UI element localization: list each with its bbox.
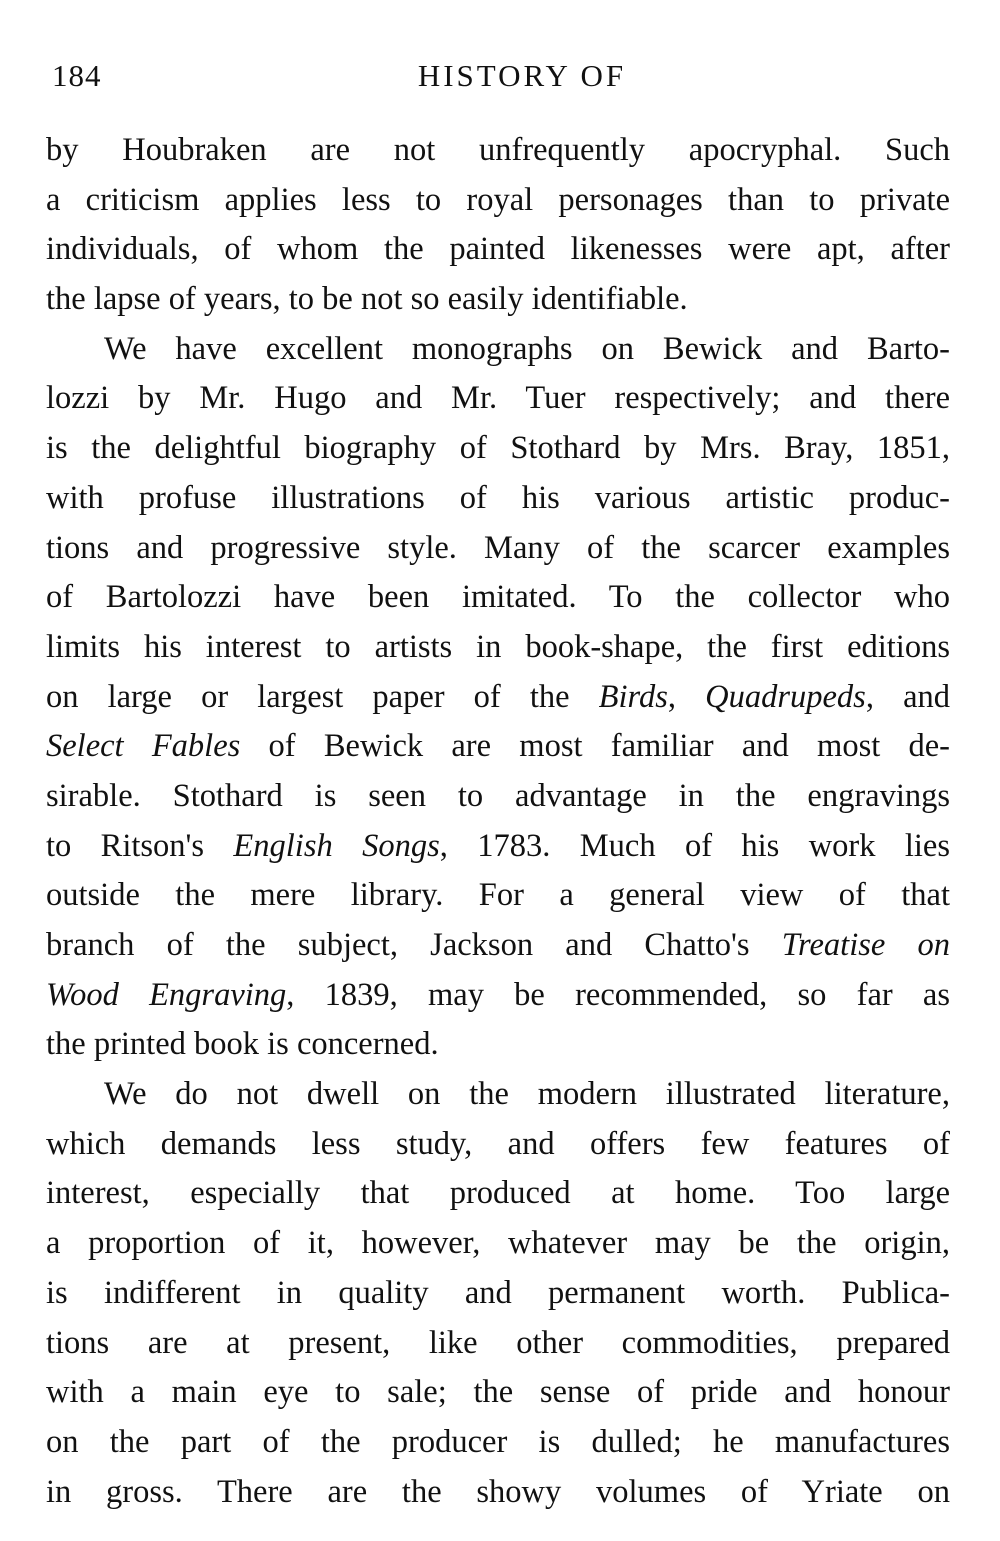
text-line: We do not dwell on the modern illustrated literature, <box>104 1076 950 1113</box>
book-title-quadrupeds: Quadrupeds <box>705 678 866 715</box>
text-line: a criticism applies less to royal personages than to private <box>46 181 950 218</box>
text-line: limits his interest to artists in book-shape, the first editions <box>46 628 950 665</box>
text-line: the printed book is concerned. <box>46 1026 439 1063</box>
text-line: on the part of the producer is dulled; he manufactures <box>46 1423 950 1460</box>
text-run: on large or largest paper of the <box>46 678 599 715</box>
text-run: , <box>667 678 706 715</box>
paragraph-3 <box>46 1070 950 1517</box>
text-line: is the delightful biography of Stothard by Mrs. Bray, 1851, <box>46 430 950 467</box>
text-line <box>46 971 950 1021</box>
text-line <box>46 921 950 971</box>
text-line: sirable. Stothard is seen to advantage in the engravings <box>46 777 950 814</box>
book-title-select-fables: Select Fables <box>46 728 241 765</box>
text-line: tions are at present, like other commodities, prepared <box>46 1324 950 1361</box>
text-line: outside the mere library. For a general view of that <box>46 877 950 914</box>
text-run: , 1783. Much of his work lies <box>439 827 951 864</box>
text-line: individuals, of whom the painted likenesses were apt, after <box>46 231 950 268</box>
page-header <box>52 58 952 108</box>
text-line: interest, especially that produced at home. Too large <box>46 1175 950 1212</box>
paragraph-2 <box>46 325 950 1070</box>
text-line <box>46 673 950 723</box>
text-run: to Ritson's <box>46 827 234 864</box>
text-line: a proportion of it, however, whatever may be the origin, <box>46 1225 950 1262</box>
book-title-english-songs: English Songs <box>233 827 440 864</box>
text-line: which demands less study, and offers few features of <box>46 1125 950 1162</box>
paragraph-1 <box>46 126 950 325</box>
book-title-wood-engraving: Wood Engraving <box>46 976 287 1013</box>
text-line: of Bartolozzi have been imitated. To the collector who <box>46 579 950 616</box>
text-line <box>46 722 950 772</box>
book-title-birds: Birds <box>598 678 668 715</box>
text-run: branch of the subject, Jackson and Chatto's <box>46 927 782 963</box>
running-head: HISTORY OF <box>417 58 627 93</box>
page-number: 184 <box>52 58 102 93</box>
text-line: the lapse of years, to be not so easily identifiable. <box>46 281 688 318</box>
text-line: is indifferent in quality and permanent worth. Publica- <box>46 1274 950 1311</box>
text-line: lozzi by Mr. Hugo and Mr. Tuer respectively; and there <box>46 380 950 417</box>
text-run: , and <box>865 678 950 715</box>
text-line: by Houbraken are not unfrequently apocryphal. Such <box>46 132 950 168</box>
text-line: We have excellent monographs on Bewick and Barto- <box>104 330 950 367</box>
text-line <box>46 822 950 872</box>
text-run: of Bewick are most familiar and most de- <box>240 728 950 765</box>
text-line: with a main eye to sale; the sense of pride and honour <box>46 1374 950 1411</box>
text-line: in gross. There are the showy volumes of Yriate on <box>46 1473 950 1510</box>
text-line: with profuse illustrations of his various artistic produc- <box>46 479 950 516</box>
book-title-treatise: Treatise on <box>781 927 950 963</box>
text-run: , 1839, may be recommended, so far as <box>286 976 950 1013</box>
text-line: tions and progressive style. Many of the scarcer examples <box>46 529 950 566</box>
body-text <box>46 126 950 1517</box>
